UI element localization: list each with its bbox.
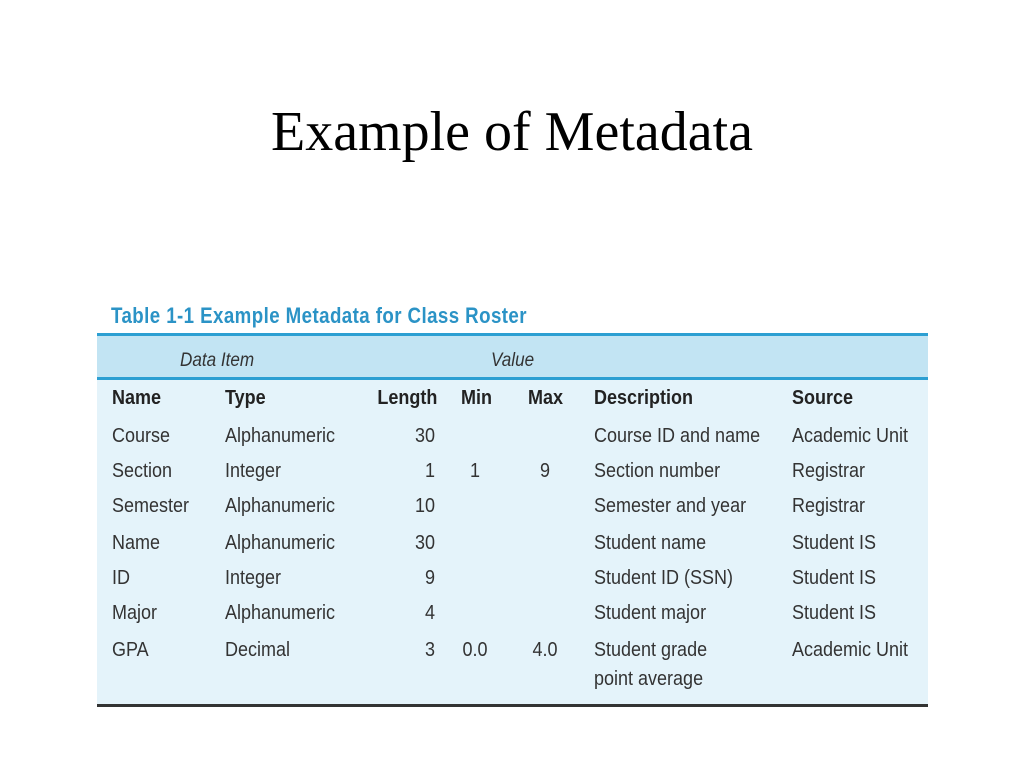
cell-name: GPA [112,639,149,661]
cell-min: 1 [469,460,481,482]
cell-source: Academic Unit [792,425,909,447]
cell-type: Alphanumeric [225,602,336,624]
table-caption: Table 1-1 Example Metadata for Class Roster [111,303,527,328]
cell-name: Course [112,425,171,447]
cell-max: 9 [539,460,551,482]
cell-length: 3 [424,639,435,661]
group-header-band [97,336,928,378]
cell-description: Student ID (SSN) [594,567,734,589]
column-header-source: Source [792,387,854,409]
cell-max: 4.0 [532,639,558,661]
cell-type: Alphanumeric [225,495,336,517]
cell-length: 30 [414,425,435,447]
cell-description: Student major [594,602,707,624]
cell-length: 10 [414,495,435,517]
cell-type: Decimal [225,639,291,661]
column-header-type: Type [225,387,266,409]
cell-type: Integer [225,460,282,482]
cell-description: Student grade [594,639,708,661]
column-header-min: Min [461,387,492,409]
table-bottom-rule [97,704,928,707]
cell-length: 30 [414,532,435,554]
group-value: Value [491,350,535,371]
cell-description: Section number [594,460,721,482]
group-data-item: Data Item [180,350,255,371]
cell-description: Semester and year [594,495,747,517]
cell-source: Registrar [792,495,866,517]
cell-name: Semester [112,495,190,517]
cell-description: Course ID and name [594,425,761,447]
column-header-length: Length [377,387,438,409]
column-header-max: Max [528,387,564,409]
cell-description-line2: point average [594,668,704,690]
cell-source: Student IS [792,602,877,624]
cell-name: Section [112,460,173,482]
cell-name: ID [112,567,130,589]
cell-name: Major [112,602,158,624]
cell-source: Student IS [792,532,877,554]
cell-description: Student name [594,532,707,554]
column-header-name: Name [112,387,162,409]
header-rule [97,377,928,380]
cell-length: 4 [424,602,435,624]
cell-source: Registrar [792,460,866,482]
cell-length: 1 [424,460,435,482]
cell-name: Name [112,532,161,554]
cell-type: Alphanumeric [225,532,336,554]
cell-source: Student IS [792,567,877,589]
cell-length: 9 [424,567,435,589]
cell-type: Alphanumeric [225,425,336,447]
cell-type: Integer [225,567,282,589]
slide-title: Example of Metadata [270,101,753,163]
column-header-description: Description [594,387,694,409]
metadata-table [97,333,928,707]
cell-source: Academic Unit [792,639,909,661]
cell-min: 0.0 [462,639,488,661]
